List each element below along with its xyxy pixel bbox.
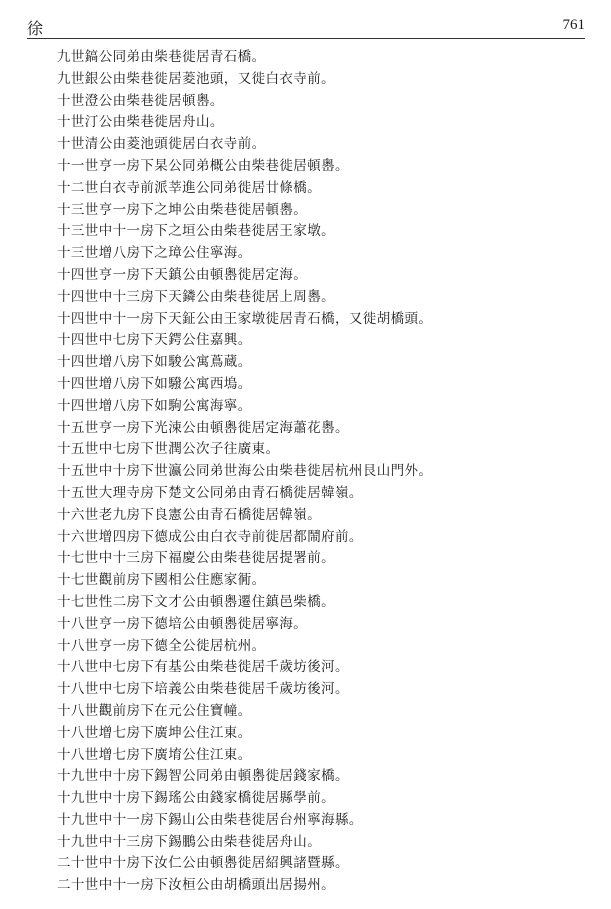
page-header xyxy=(27,12,585,38)
list-item: 十四世中十一房下天鉦公由王家墩徙居青石橋，又徙胡橋頭。 xyxy=(57,310,433,327)
list-item: 十五世中十房下世瀛公同弟世海公由柴巷徙居杭州艮山門外。 xyxy=(57,463,433,480)
list-item: 十五世中七房下世潤公次子往廣東。 xyxy=(57,441,280,458)
list-item: 十八世亨一房下德培公由頓嶴徙居寧海。 xyxy=(57,615,308,632)
list-item: 十世汀公由柴巷徙居舟山。 xyxy=(57,114,224,131)
page-number: 761 xyxy=(562,17,585,33)
list-item: 十六世老九房下良憲公由青石橋徙居韓嶺。 xyxy=(57,506,322,523)
list-item: 十四世增八房下如驋公寓西塢。 xyxy=(57,375,252,392)
list-item: 十四世中七房下天鍔公住嘉興。 xyxy=(57,332,252,349)
list-item: 九世銀公由柴巷徙居菱池頭，又徙白衣寺前。 xyxy=(57,70,335,87)
header-rule xyxy=(27,38,585,39)
list-item: 十六世增四房下德成公由白衣寺前徙居都鬧府前。 xyxy=(57,528,363,545)
list-item: 十七世中十三房下福慶公由柴巷徙居提署前。 xyxy=(57,550,335,567)
list-item: 十四世增八房下如駿公寓蔦蔵。 xyxy=(57,354,252,371)
list-item: 十九世中十房下錫智公同弟由頓嶴徙居錢家橋。 xyxy=(57,768,349,785)
list-item: 十八世觀前房下在元公住寶幢。 xyxy=(57,702,252,719)
list-item: 十八世中七房下培義公由柴巷徙居千歲坊後河。 xyxy=(57,681,349,698)
list-item: 十四世增八房下如駒公寓海寧。 xyxy=(57,397,252,414)
list-item: 十九世中十一房下錫山公由柴巷徙居台州寧海縣。 xyxy=(57,811,363,828)
list-item: 九世鎬公同弟由柴巷徙居青石橋。 xyxy=(57,49,266,65)
list-item: 十九世中十三房下錫鵬公由柴巷徙居舟山。 xyxy=(57,833,322,850)
list-item: 十七世觀前房下國相公住應家衕。 xyxy=(57,572,266,589)
list-item: 十五世大理寺房下楚文公同弟由青石橋徙居韓嶺。 xyxy=(57,484,363,501)
entry-list xyxy=(57,47,591,897)
list-item: 十五世亨一房下光涑公由頓嶴徙居定海蕭花嶴。 xyxy=(57,419,349,436)
list-item: 十三世中十一房下之垣公由柴巷徙居王家墩。 xyxy=(57,223,335,240)
list-item: 十世澄公由柴巷徙居頓嶴。 xyxy=(57,92,224,109)
list-item: 十四世亨一房下天鎮公由頓嶴徙居定海。 xyxy=(57,266,308,283)
list-item: 十九世中十房下錫瑤公由錢家橋徙居縣學前。 xyxy=(57,790,335,807)
list-item: 十八世增七房下廣坤公住江東。 xyxy=(57,724,252,741)
list-item: 十三世增八房下之璋公住寧海。 xyxy=(57,245,252,262)
list-item: 十七世性二房下文才公由頓嶴遷住鎮邑柴橋。 xyxy=(57,593,335,610)
list-item: 十世清公由菱池頭徙居白衣寺前。 xyxy=(57,136,266,153)
list-item: 十一世亨一房下杲公同弟概公由柴巷徙居頓嶴。 xyxy=(57,157,349,174)
list-item: 十八世中七房下有基公由柴巷徙居千歲坊後河。 xyxy=(57,659,349,676)
list-item: 二十世中十一房下汝桓公由胡橋頭出居揚州。 xyxy=(57,877,335,894)
list-item: 二十世中十房下汝仁公由頓嶴徙居紹興諸暨縣。 xyxy=(57,855,349,872)
list-item: 十三世亨一房下之坤公由柴巷徙居頓嶴。 xyxy=(57,201,308,218)
list-item: 十八世亨一房下德全公徙居杭州。 xyxy=(57,637,266,654)
list-item: 十二世白衣寺前派莘進公同弟徙居廿條橋。 xyxy=(57,179,322,196)
list-item: 十四世中十三房下天鏻公由柴巷徙居上周嶴。 xyxy=(57,288,335,305)
list-item: 十八世增七房下廣堉公住江東。 xyxy=(57,746,252,763)
running-title: 徐 xyxy=(27,19,45,38)
